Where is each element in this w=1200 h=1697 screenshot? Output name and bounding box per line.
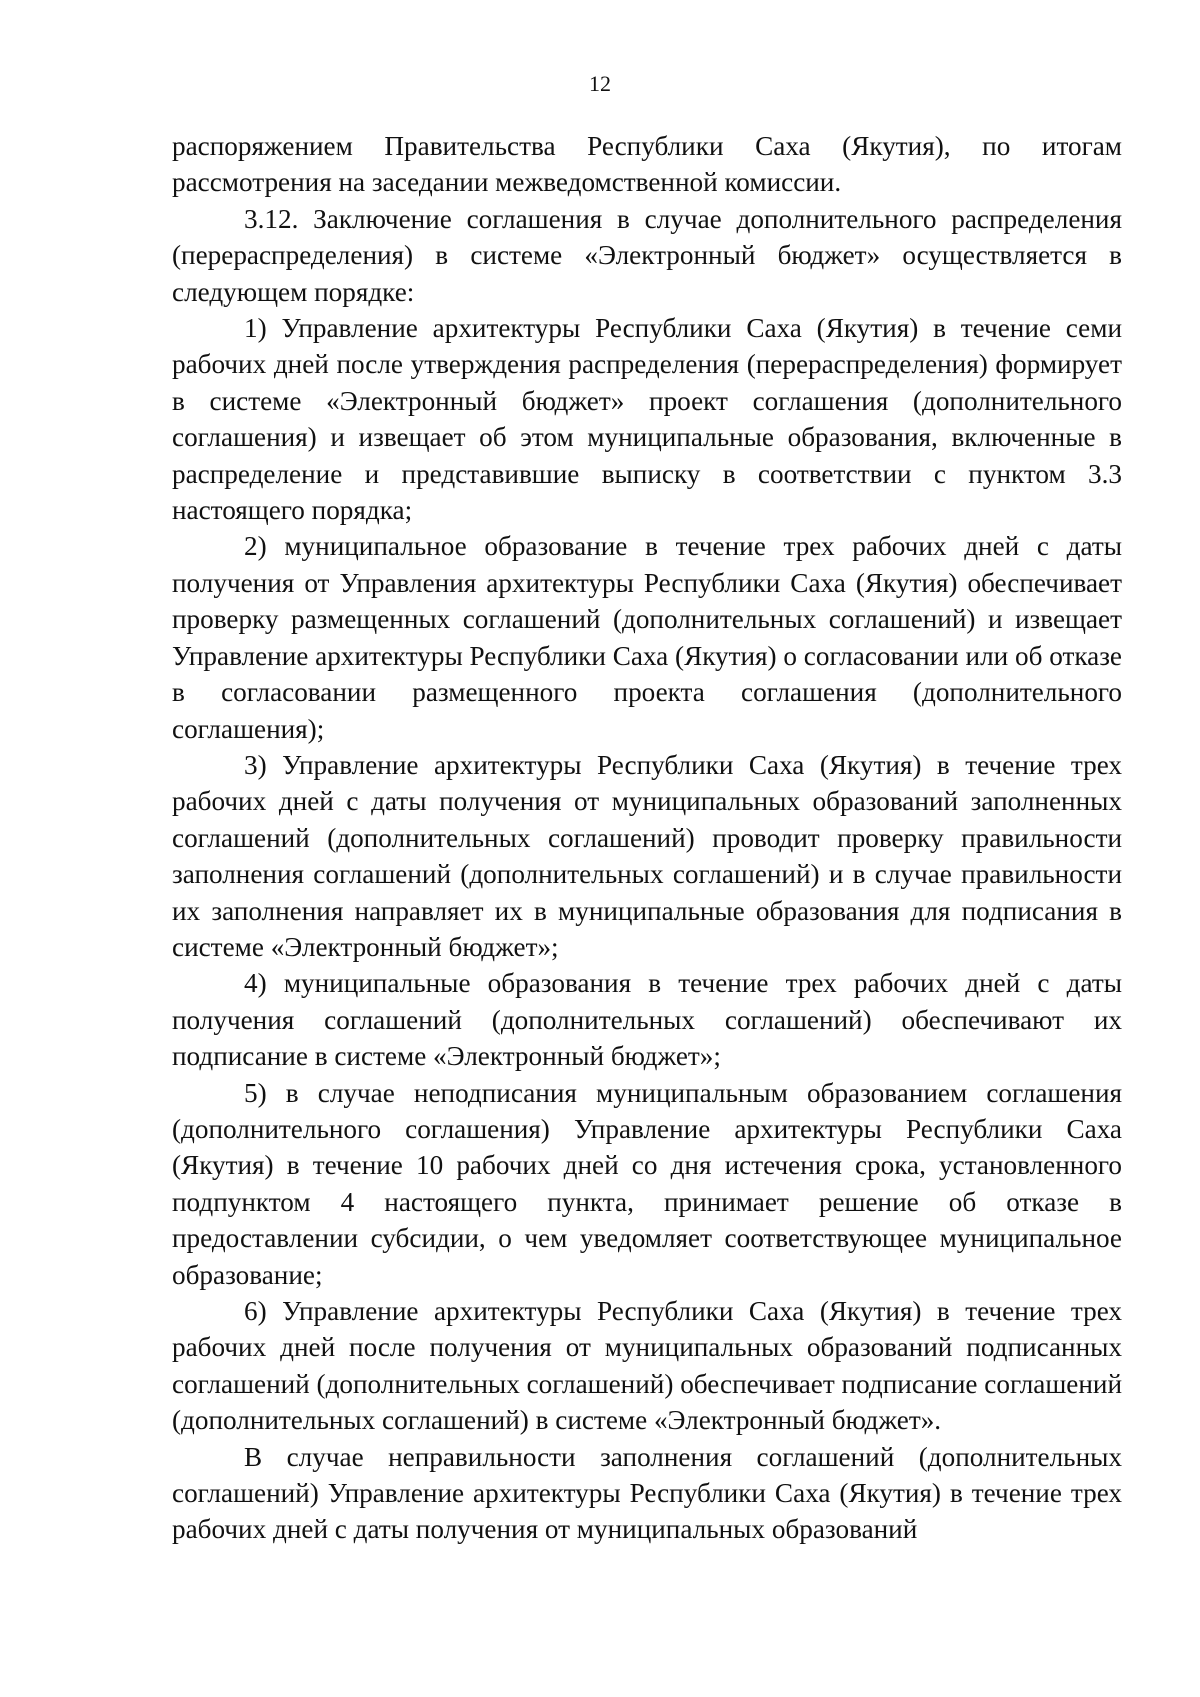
paragraph-incorrect-filling: В случае неправильности заполнения соглашений (дополнительных соглашений) Управление архитектуры Республики Саха (Якутия) в течение трех рабочих дней с даты получения от муниципальных образований xyxy=(172,1441,1122,1545)
paragraph-3-12: 3.12. Заключение соглашения в случае дополнительного распределения (перераспределения) в системе «Электронный бюджет» осуществляется в следующем порядке: xyxy=(172,203,1122,307)
document-body xyxy=(172,128,1122,1548)
paragraph-item-5: 5) в случае неподписания муниципальным образованием соглашения (дополнительного соглашения) Управление архитектуры Республики Саха (Якутия) в течение 10 рабочих дней со дня истечения срока, установленного подпунктом 4 настоящего пункта, принимает решение об отказе в предоставлении субсидии, о чем уведомляет соответствующее муниципальное образование; xyxy=(172,1077,1122,1290)
page-number: 12 xyxy=(589,71,611,96)
paragraph-item-2: 2) муниципальное образование в течение трех рабочих дней с даты получения от Управления архитектуры Республики Саха (Якутия) обеспечивает проверку размещенных соглашений (дополнительных соглашений) и извещает Управление архитектуры Республики Саха (Якутия) о согласовании или об отказе в согласовании размещенного проекта соглашения (дополнительного соглашения); xyxy=(172,531,1122,744)
paragraph-item-4: 4) муниципальные образования в течение трех рабочих дней с даты получения соглашений (дополнительных соглашений) обеспечивают их подписание в системе «Электронный бюджет»; xyxy=(172,968,1122,1072)
paragraph-item-1: 1) Управление архитектуры Республики Саха (Якутия) в течение семи рабочих дней после утверждения распределения (перераспределения) формирует в системе «Электронный бюджет» проект соглашения (дополнительного соглашения) и извещает об этом муниципальные образования, включенные в распределение и представившие выписку в соответствии с пунктом 3.3 настоящего порядка; xyxy=(172,313,1122,526)
paragraph-item-6: 6) Управление архитектуры Республики Саха (Якутия) в течение трех рабочих дней после получения от муниципальных образований подписанных соглашений (дополнительных соглашений) обеспечивает подписание соглашений (дополнительных соглашений) в системе «Электронный бюджет». xyxy=(172,1296,1122,1436)
paragraph-continuation: распоряжением Правительства Республики Саха (Якутия), по итогам рассмотрения на заседании межведомственной комиссии. xyxy=(172,131,1122,198)
paragraph-item-3: 3) Управление архитектуры Республики Саха (Якутия) в течение трех рабочих дней с даты получения от муниципальных образований заполненных соглашений (дополнительных соглашений) проводит проверку правильности заполнения соглашений (дополнительных соглашений) и в случае правильности их заполнения направляет их в муниципальные образования для подписания в системе «Электронный бюджет»; xyxy=(172,749,1122,962)
